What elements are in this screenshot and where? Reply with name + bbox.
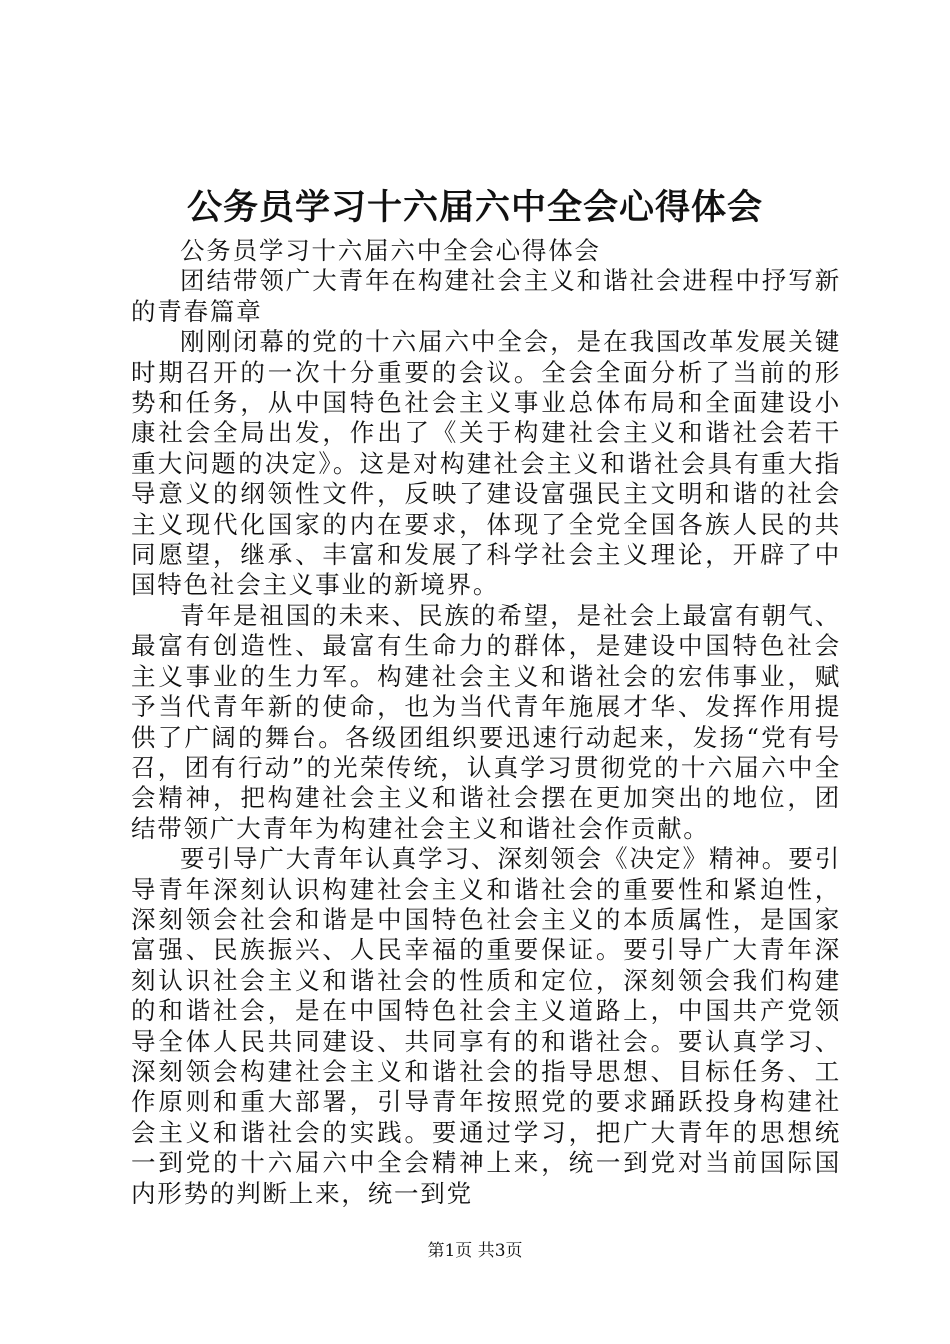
paragraph-subtitle: 公务员学习十六届六中全会心得体会	[180, 236, 601, 265]
paragraph: 刚刚闭幕的党的十六届六中全会，是在我国改革发展关键时期召开的一次十分重要的会议。全会全面分析了当前的形势和任务，从中国特色社会主义事业总体布局和全面建设小康社会全局出发，作出了《关于构建社会主义和谐社会若干重大问题的决定》。这是对构建社会主义和谐社会具有重大指导意义的纲领性文件，反映了建设富强民主文明和谐的社会主义现代化国家的内在要求，体现了全党全国各族人民的共同愿望，继承、丰富和发展了科学社会主义理论，开辟了中国特色社会主义事业的新境界。	[131, 327, 841, 600]
paragraph: 要引导广大青年认真学习、深刻领会《决定》精神。要引导青年深刻认识构建社会主义和谐社会的重要性和紧迫性，深刻领会社会和谐是中国特色社会主义的本质属性，是国家富强、民族振兴、人民幸福的重要保证。要引导广大青年深刻认识社会主义和谐社会的性质和定位，深刻领会我们构建的和谐社会，是在中国特色社会主义道路上，中国共产党领导全体人民共同建设、共同享有的和谐社会。要认真学习、深刻领会构建社会主义和谐社会的指导思想、目标任务、工作原则和重大部署，引导青年按照党的要求踊跃投身构建社会主义和谐社会的实践。要通过学习，把广大青年的思想统一到党的十六届六中全会精神上来，统一到党对当前国际国内形势的判断上来，统一到党	[131, 844, 841, 1208]
document-title: 公务员学习十六届六中全会心得体会	[186, 187, 763, 228]
document-body	[131, 236, 841, 1209]
paragraph: 青年是祖国的未来、民族的希望，是社会上最富有朝气、最富有创造性、最富有生命力的群体，是建设中国特色社会主义事业的生力军。构建社会主义和谐社会的宏伟事业，赋予当代青年新的使命，也为当代青年施展才华、发挥作用提供了广阔的舞台。各级团组织要迅速行动起来，发扬“党有号召，团有行动”的光荣传统，认真学习贯彻党的十六届六中全会精神，把构建社会主义和谐社会摆在更加突出的地位，团结带领广大青年为构建社会主义和谐社会作贡献。	[131, 600, 841, 843]
paragraph-heading: 团结带领广大青年在构建社会主义和谐社会进程中抒写新的青春篇章	[131, 266, 841, 326]
page-number-footer: 第1页 共3页	[427, 1241, 523, 1261]
